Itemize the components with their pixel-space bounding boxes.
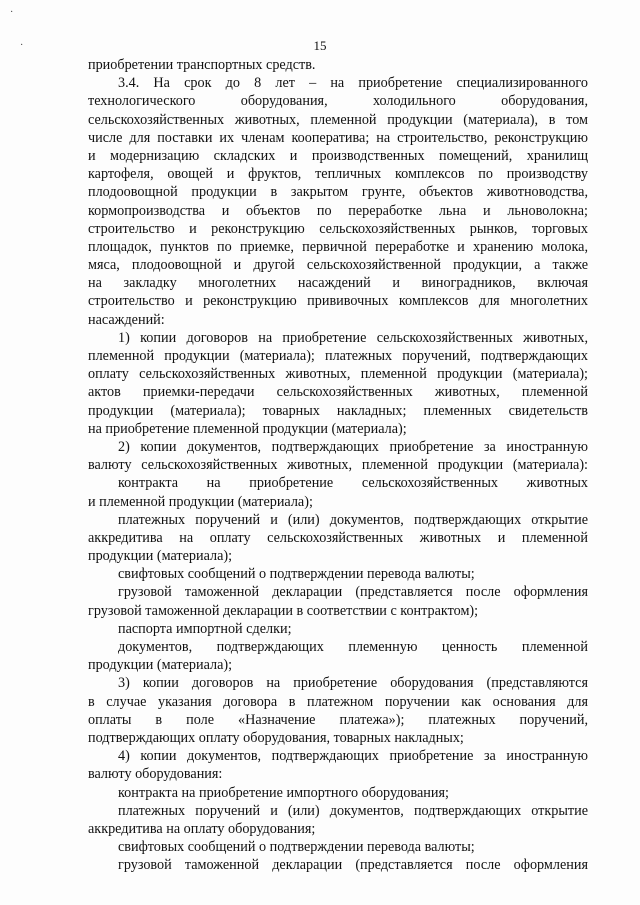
text-line: плодоовощной продукции в закрытом грунте, объектов животноводства, [88,184,588,201]
text-line: продукции (материала); товарных накладных; племенных свидетельств [88,402,588,419]
text-line: грузовой таможенной декларации (представляется после оформления [118,857,588,874]
text-line: валюту оборудования: [88,766,223,783]
text-line: актов приемки-передачи сельскохозяйственных животных, племенной [88,384,588,401]
document-text-body [88,56,588,874]
text-line: мяса, плодоовощной и другой сельскохозяйственной продукции, а также [88,257,588,274]
text-line: приобретении транспортных средств. [88,57,316,73]
text-line: 3) копии договоров на приобретение оборудования (представляются [118,675,588,692]
text-line: оплату сельскохозяйственных животных, племенной продукции (материала); [88,366,588,383]
text-line: аккредитива на оплату оборудования; [88,820,316,837]
text-line: и племенной продукции (материала); [88,493,313,510]
text-line: на приобретение племенной продукции (материала); [88,420,407,437]
text-line: строительство и реконструкцию сельскохозяйственных рынков, торговых [88,220,588,237]
text-line: 2) копии документов, подтверждающих приобретение за иностранную [118,438,588,455]
text-line: платежных поручений и (или) документов, подтверждающих открытие [118,802,588,819]
text-line: грузовой таможенной декларации (представляется после оформления [118,584,588,601]
text-line: платежных поручений и (или) документов, подтверждающих открытие [118,511,588,528]
text-line: 4) копии документов, подтверждающих приобретение за иностранную [118,748,588,765]
text-line: на закладку многолетних насаждений и виноградников, включая [88,275,588,292]
scan-artifact-mark: · [20,40,24,51]
text-line: и модернизацию складских и производственных помещений, хранилищ [88,147,588,164]
text-line: племенной продукции (материала); платежных поручений, подтверждающих [88,348,588,364]
text-line: свифтовых сообщений о подтверждении перевода валюты; [118,839,475,856]
text-line: строительство и реконструкцию прививочных комплексов для многолетних [88,293,588,310]
text-line: свифтовых сообщений о подтверждении перевода валюты; [118,566,475,583]
text-line: сельскохозяйственных животных, племенной продукции (материала), в том [88,111,588,128]
text-line: паспорта импортной сделки; [118,620,292,637]
text-line: аккредитива на оплату сельскохозяйственных животных и племенной [88,529,588,546]
text-line: числе для поставки их членам кооператива; на строительство, реконструкцию [88,129,588,146]
text-line: 1) копии договоров на приобретение сельскохозяйственных животных, [118,329,588,346]
page-number: 15 [313,38,327,53]
text-line: документов, подтверждающих племенную ценность племенной [118,639,588,655]
scan-artifact-mark: · [10,7,14,18]
text-line: валюту сельскохозяйственных животных, племенной продукции (материала): [88,457,588,474]
text-line: 3.4. На срок до 8 лет – на приобретение специализированного [118,75,588,92]
text-line: технологического оборудования, холодильного оборудования, [88,93,588,110]
text-line: подтверждающих оплату оборудования, товарных накладных; [88,729,464,746]
text-line: продукции (материала); [88,657,233,674]
text-line: кормопроизводства и объектов по переработке льна и льноволокна; [88,202,588,219]
text-line: насаждений: [88,311,165,328]
text-line: площадок, пунктов по приемке, первичной переработке и хранению молока, [88,238,588,255]
text-line: картофеля, овощей и фруктов, тепличных комплексов по производству [88,166,588,183]
text-line: контракта на приобретение сельскохозяйственных животных [118,475,588,492]
text-line: контракта на приобретение импортного оборудования; [118,784,449,801]
text-line: продукции (материала); [88,548,233,565]
text-line: в случае указания договора в платежном поручении как основания для [88,693,588,710]
text-line: грузовой таможенной декларации в соответствии с контрактом); [88,602,479,619]
text-line: оплаты в поле «Назначение платежа»); платежных поручений, [88,711,588,728]
